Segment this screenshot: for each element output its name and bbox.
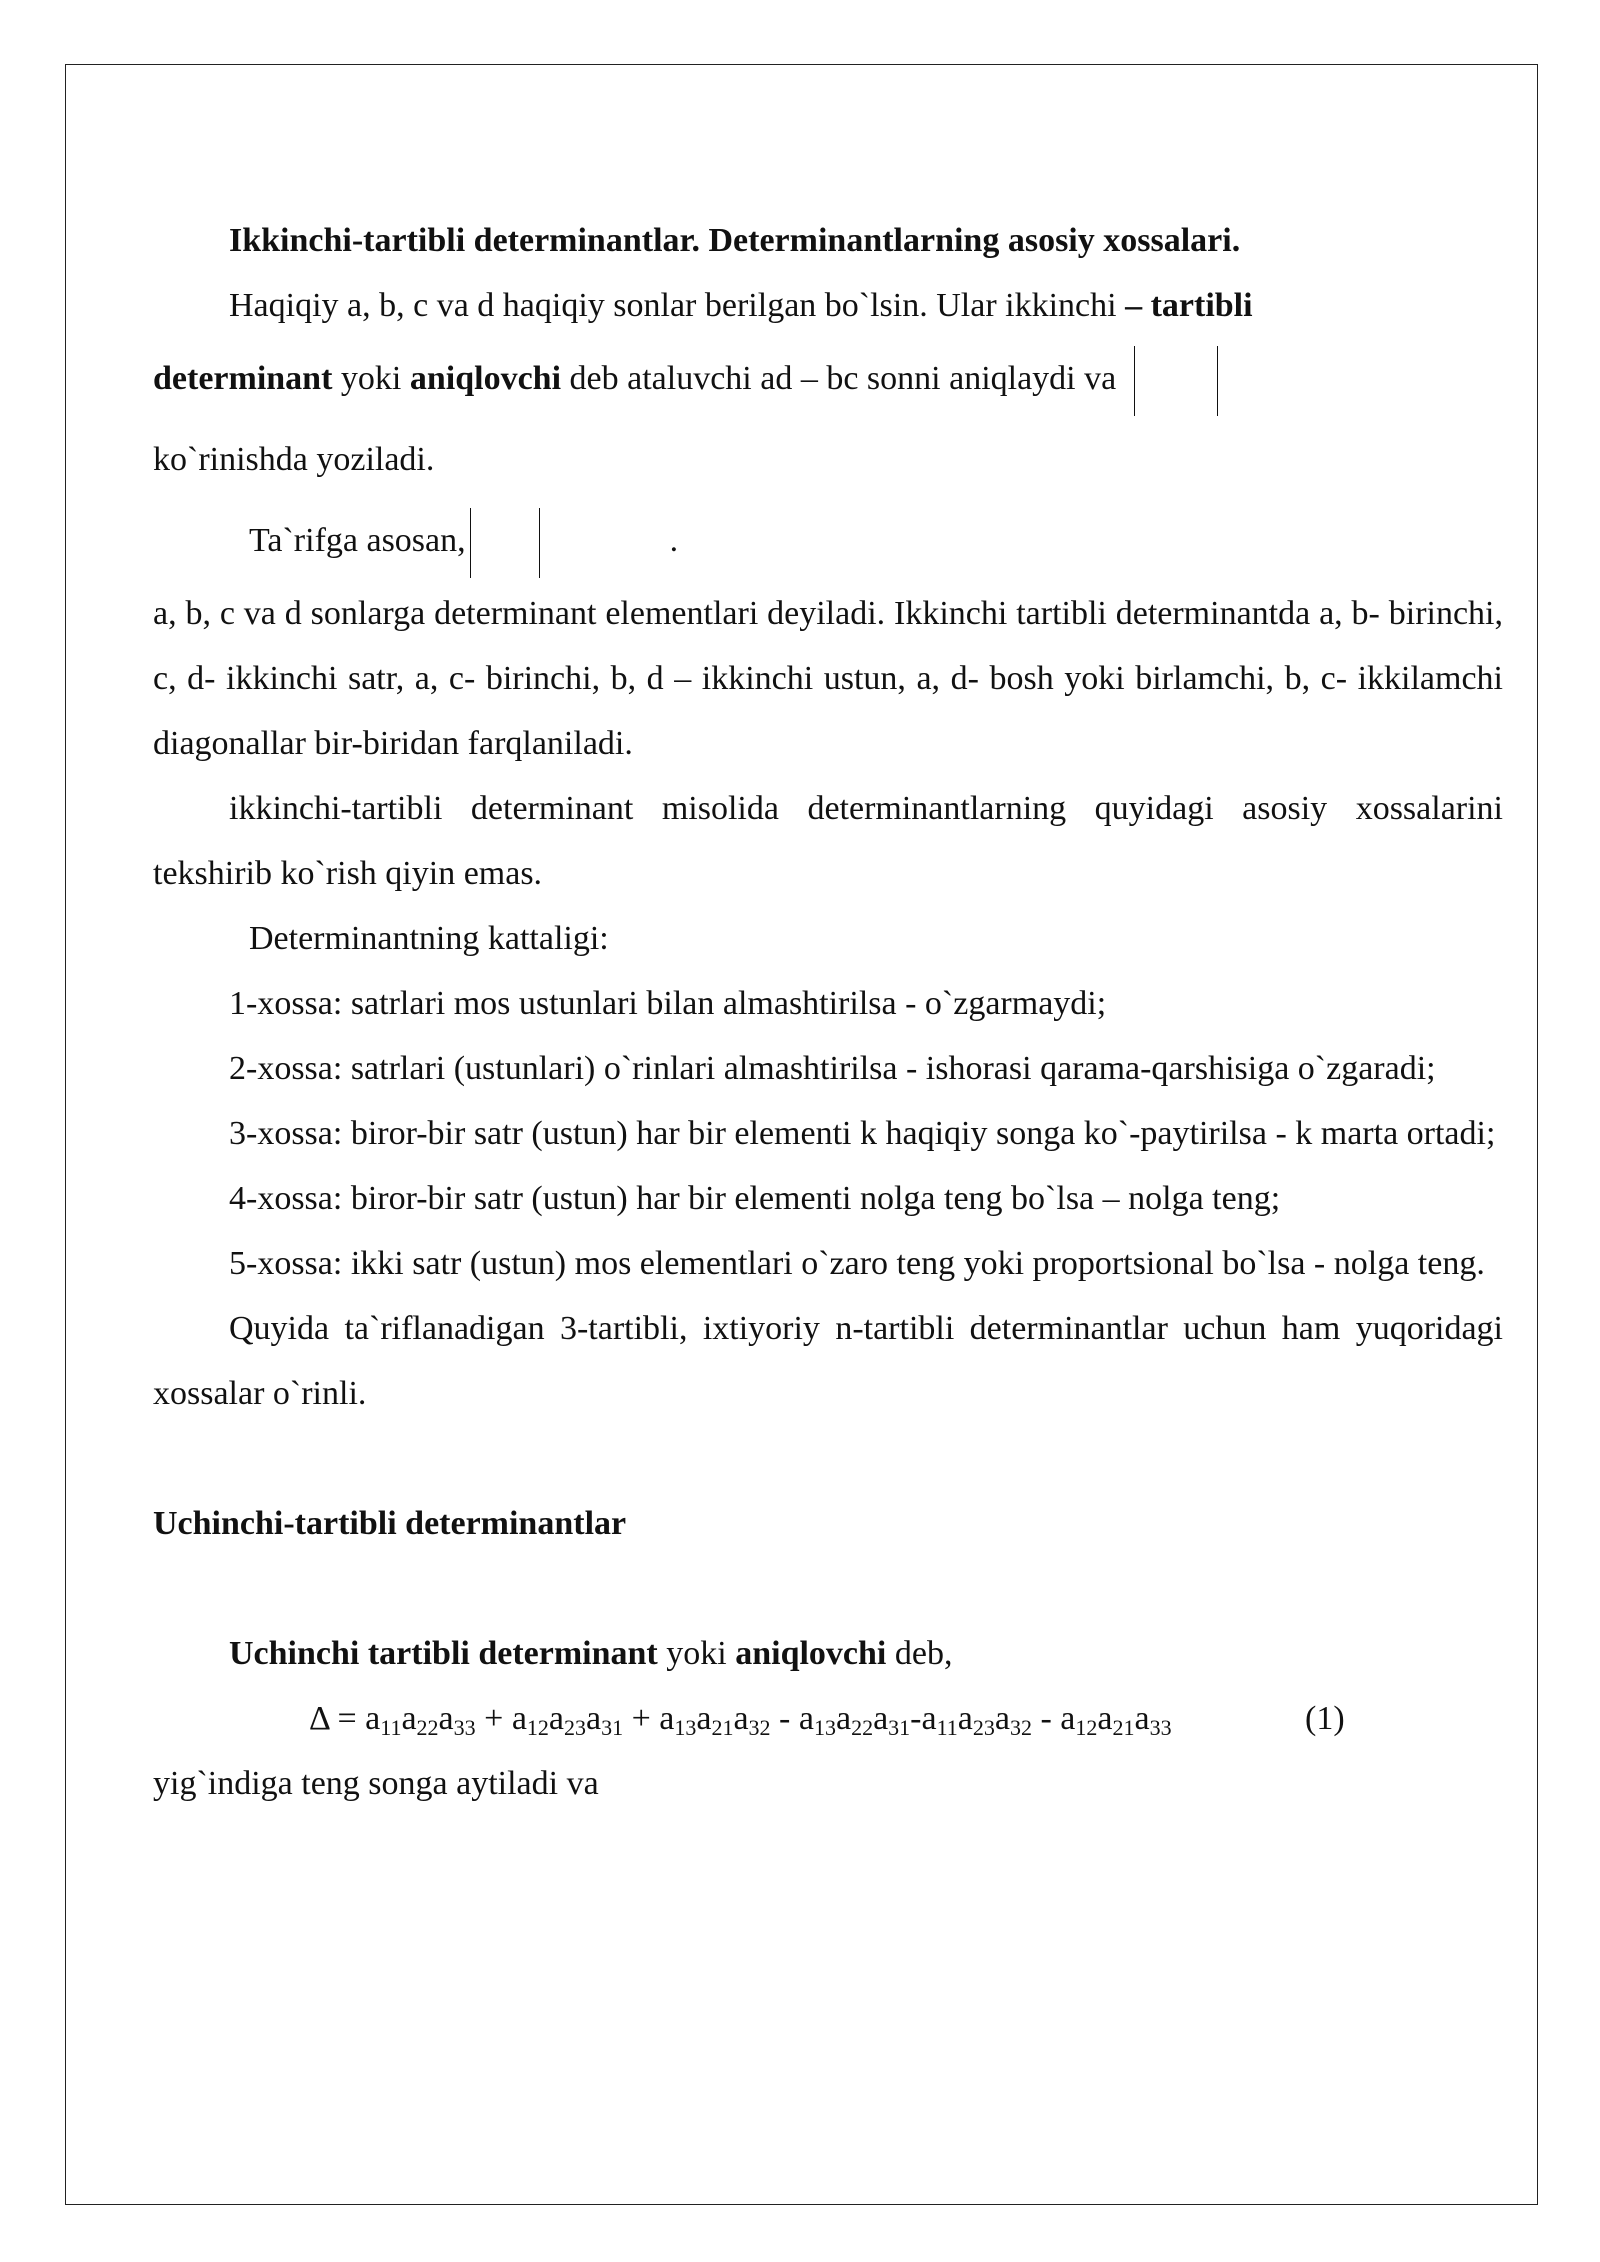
intro-text-2: deb ataluvchi ad – bc sonni aniqlaydi va (561, 360, 1117, 397)
document-body (153, 208, 1503, 1816)
def3-bold-2: aniqlovchi (735, 1635, 887, 1672)
elements-paragraph: a, b, c va d sonlarga determinant elementlari deyiladi. Ikkinchi tartibli determinantda a, b- birinchi, c, d- ikkinchi satr, a, c- birinchi, b, d – ikkinchi ustun, a, d- bosh yoki birlamchi, b, c- ikkilamchi diagonallar bir-biridan farqlaniladi. (153, 595, 1503, 762)
definition-period: . (669, 522, 679, 559)
property-2: 2-xossa: satrlari (ustunlari) o`rinlari almashtirilsa - ishorasi qarama-qarshisiga o`zgaradi; (229, 1050, 1436, 1087)
def3-end: deb, (886, 1635, 953, 1672)
definition-line (153, 500, 1503, 581)
intro-paragraph-cont (153, 338, 1503, 419)
intro-bold-aniqlovchi: aniqlovchi (409, 360, 562, 397)
intro-text-1: Haqiqiy a, b, c va d haqiqiy sonlar berilgan bo`lsin. Ular ikkinchi (229, 287, 1126, 324)
intro-paragraph-end: ko`rinishda yoziladi. (153, 441, 435, 478)
formula-expression: $\Delta = a_{11}a_{22}a_{33} + a_{12}a_{23}a_{31} + a_{13}a_{21}a_{32} - a_{13}a_{22}a_{31}-a_{11}a_{23}a_{32} - a_{12}a_{21}a_{33}$ (309, 1700, 1172, 1740)
properties-intro: ikkinchi-tartibli determinant misolida determinantlarning quyidagi asosiy xossalarini tekshirib ko`rish qiyin emas. (153, 790, 1503, 892)
property-4: 4-xossa: biror-bir satr (ustun) har bir elementi nolga teng bo`lsa – nolga teng; (229, 1180, 1281, 1217)
intro-text-yoki: yoki (332, 360, 410, 397)
definition-3 (153, 1621, 1503, 1686)
formula-number: (1) (1305, 1700, 1345, 1737)
def3-mid: yoki (657, 1635, 736, 1672)
page-title: Ikkinchi-tartibli determinantlar. Determinantlarning asosiy xossalari. (229, 222, 1241, 259)
definition-text: Ta`rifga asosan, (249, 522, 466, 559)
section-heading: Uchinchi-tartibli determinantlar (153, 1505, 627, 1542)
def3-bold-1: Uchinchi tartibli determinant (229, 1635, 658, 1672)
determinant-bars (1134, 346, 1218, 416)
property-5: 5-xossa: ikki satr (ustun) mos elementlari o`zaro teng yoki proportsional bo`lsa - nolga teng. (229, 1245, 1485, 1282)
closing-paragraph: Quyida ta`riflanadigan 3-tartibli, ixtiyoriy n-tartibli determinantlar uchun ham yuqoridagi xossalar o`rinli. (153, 1310, 1503, 1412)
intro-paragraph (153, 273, 1503, 338)
magnitude-label: Determinantning kattaligi: (249, 920, 609, 957)
after-formula: yig`indiga teng songa aytiladi va (153, 1765, 599, 1802)
property-1: 1-xossa: satrlari mos ustunlari bilan almashtirilsa - o`zgarmaydi; (229, 985, 1107, 1022)
determinant-bars-small (470, 508, 540, 578)
intro-bold-determinant: determinant (153, 360, 333, 397)
formula-line (153, 1686, 1503, 1751)
intro-bold-1: – tartibli (1125, 287, 1253, 324)
property-3: 3-xossa: biror-bir satr (ustun) har bir elementi k haqiqiy songa ko`-paytirilsa - k marta ortadi; (229, 1115, 1496, 1152)
